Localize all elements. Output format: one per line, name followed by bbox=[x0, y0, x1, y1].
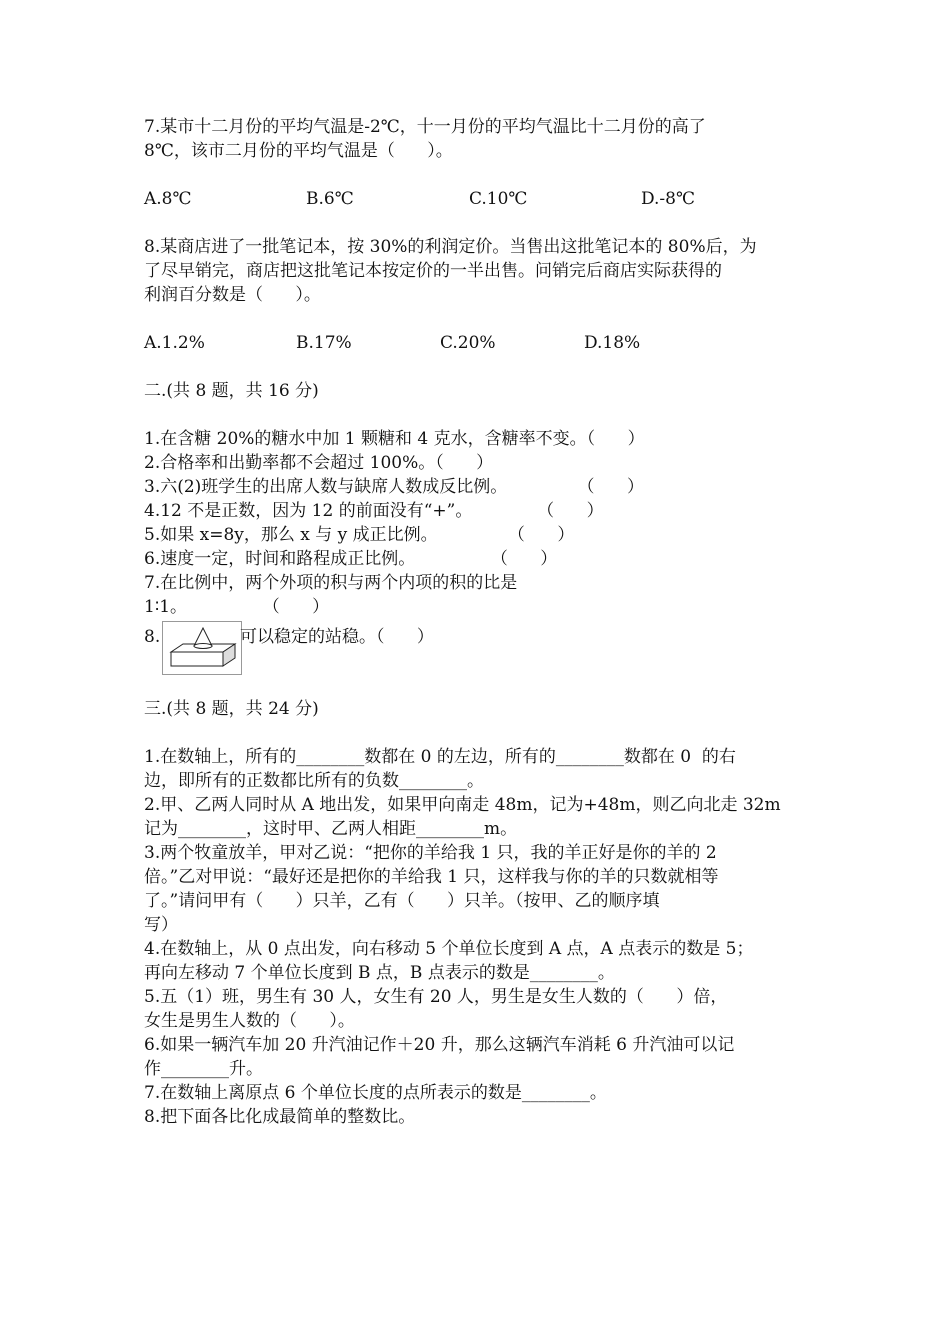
section2-item-3: 3.六(2)班学生的出席人数与缺席人数成反比例。 （ ） bbox=[144, 477, 644, 497]
q8-option-a: A.1.2% bbox=[144, 333, 205, 353]
q7-line2: 8℃，该市二月份的平均气温是（ ）。 bbox=[144, 141, 453, 161]
q7-option-b: B.6℃ bbox=[306, 189, 354, 209]
section3-line-4: 记为________，这时甲、乙两人相距________m。 bbox=[144, 819, 518, 839]
q8-option-c: C.20% bbox=[440, 333, 496, 353]
section2-item-7: 7.在比例中，两个外项的积与两个内项的积的比是 bbox=[144, 573, 518, 593]
section3-line-16: 8.把下面各比化成最简单的整数比。 bbox=[144, 1107, 416, 1127]
section3-heading: 三.(共 8 题，共 24 分) bbox=[144, 699, 319, 719]
q8-line3: 利润百分数是（ ）。 bbox=[144, 285, 321, 305]
section3-line-12: 女生是男生人数的（ ）。 bbox=[144, 1011, 355, 1031]
q8-line1: 8.某商店进了一批笔记本，按 30%的利润定价。当售出这批笔记本的 80%后，为 bbox=[144, 237, 757, 257]
section3-line-15: 7.在数轴上离原点 6 个单位长度的点所表示的数是________。 bbox=[144, 1083, 607, 1103]
q7-option-c: C.10℃ bbox=[469, 189, 528, 209]
section2-item-5: 5.如果 x=8y，那么 x 与 y 成正比例。 （ ） bbox=[144, 525, 575, 545]
section2-item-6: 6.速度一定，时间和路程成正比例。 （ ） bbox=[144, 549, 558, 569]
q8-line2: 了尽早销完，商店把这批笔记本按定价的一半出售。问销完后商店实际获得的 bbox=[144, 261, 722, 281]
section3-line-8: 写） bbox=[144, 915, 178, 935]
section3-line-11: 5.五（1）班，男生有 30 人，女生有 20 人，男生是女生人数的（ ）倍， bbox=[144, 987, 728, 1007]
section3-line-6: 倍。”乙对甲说：“最好还是把你的羊给我 1 只，这样我与你的羊的只数就相等 bbox=[144, 867, 719, 887]
section3-line-14: 作________升。 bbox=[144, 1059, 263, 1079]
section2-item-2: 2.合格率和出勤率都不会超过 100%。（ ） bbox=[144, 453, 494, 473]
section3-line-9: 4.在数轴上，从 0 点出发，向右移动 5 个单位长度到 A 点，A 点表示的数是 5； bbox=[144, 939, 754, 959]
section2-item-8-number: 8. bbox=[144, 627, 161, 647]
q7-option-a: A.8℃ bbox=[144, 189, 192, 209]
section3-line-3: 2.甲、乙两人同时从 A 地出发，如果甲向南走 48m，记为+48m，则乙向北走 32m bbox=[144, 795, 781, 815]
section3-line-1: 1.在数轴上，所有的________数都在 0 的左边，所有的________数都在 0 的右 bbox=[144, 747, 736, 767]
section3-line-10: 再向左移动 7 个单位长度到 B 点，B 点表示的数是________。 bbox=[144, 963, 615, 983]
section2-item-4: 4.12 不是正数，因为 12 的前面没有“+”。 （ ） bbox=[144, 501, 604, 521]
q8-option-b: B.17% bbox=[296, 333, 352, 353]
q7-option-d: D.-8℃ bbox=[641, 189, 696, 209]
section2-item-1: 1.在含糖 20%的糖水中加 1 颗糖和 4 克水，含糖率不变。（ ） bbox=[144, 429, 645, 449]
section2-heading: 二.(共 8 题，共 16 分) bbox=[144, 381, 319, 401]
q8-option-d: D.18% bbox=[584, 333, 641, 353]
section3-line-2: 边，即所有的正数都比所有的负数________。 bbox=[144, 771, 484, 791]
section3-line-7: 了。”请问甲有（ ）只羊，乙有（ ）只羊。（按甲、乙的顺序填 bbox=[144, 891, 660, 911]
cone-on-box-icon bbox=[163, 622, 241, 674]
cone-on-box-figure bbox=[162, 621, 242, 675]
section2-item-7-cont: 1∶1。 （ ） bbox=[144, 597, 330, 617]
section3-line-13: 6.如果一辆汽车加 20 升汽油记作＋20 升，那么这辆汽车消耗 6 升汽油可以记 bbox=[144, 1035, 735, 1055]
q7-line1: 7.某市十二月份的平均气温是-2℃，十一月份的平均气温比十二月份的高了 bbox=[144, 117, 706, 137]
section3-line-5: 3.两个牧童放羊，甲对乙说：“把你的羊给我 1 只，我的羊正好是你的羊的 2 bbox=[144, 843, 717, 863]
section2-item-8-text: 可以稳定的站稳。（ ） bbox=[240, 627, 434, 647]
